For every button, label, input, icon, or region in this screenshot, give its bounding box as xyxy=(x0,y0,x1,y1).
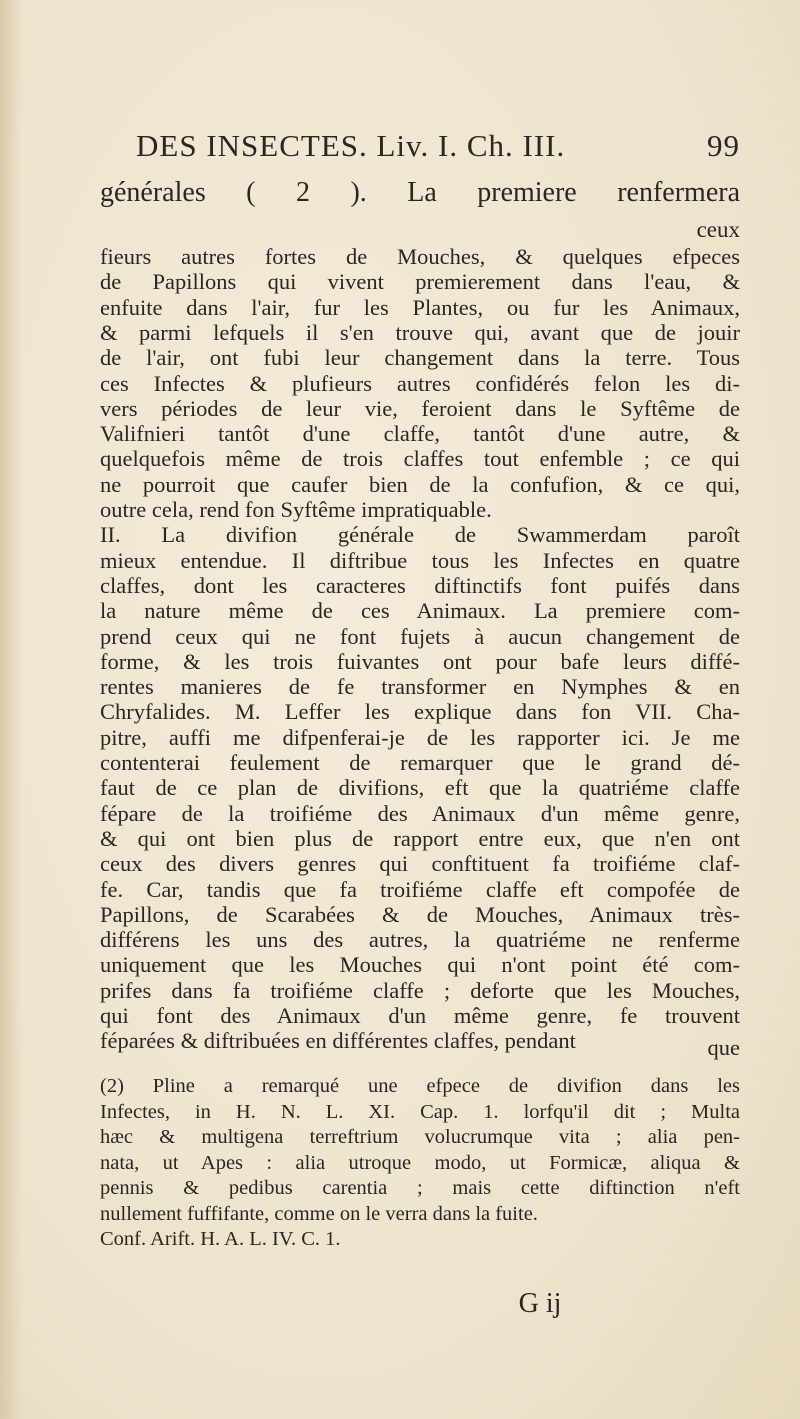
text-line: fieurs autres fortes de Mouches, & quelques efpeces xyxy=(100,244,740,269)
text-line: pitre, auffi me difpenferai-je de les rapporter ici. Je me xyxy=(100,724,740,750)
text-line: mieux entendue. Il diftribue tous les Infectes en quatre xyxy=(100,547,740,573)
text-line: forme, & les trois fuivantes ont pour bafe leurs diffé- xyxy=(100,648,740,674)
running-header xyxy=(100,128,740,164)
text-line: prifes dans fa troifiéme claffe ; deforte que les Mouches, xyxy=(100,977,740,1003)
text-line: rentes manieres de fe transformer en Nymphes & en xyxy=(100,674,740,700)
text-line: ceux des divers genres qui conftituent fa troifiéme claf- xyxy=(100,851,740,877)
text-line: outre cela, rend fon Syftême impratiquable. xyxy=(100,497,492,522)
signature-mark: G ij xyxy=(518,1288,562,1319)
text-line: fépare de la troifiéme des Animaux d'un même genre, xyxy=(100,800,740,826)
text-line: enfuite dans l'air, fur les Plantes, ou fur les Animaux, xyxy=(100,294,740,320)
text-line: de l'air, ont fubi leur changement dans la terre. Tous xyxy=(100,345,740,371)
text-line: & qui ont bien plus de rapport entre eux, que n'en ont xyxy=(100,825,740,851)
first-text-line: générales ( 2 ). La premiere renfermera xyxy=(100,177,740,208)
text-line: faut de ce plan de divifions, eft que la quatriéme claffe xyxy=(100,775,740,801)
footnote-line: nata, ut Apes : alia utroque modo, ut Formicæ, aliqua & xyxy=(100,1151,740,1174)
text-line: qui font des Animaux d'un même genre, fe trouvent xyxy=(100,1003,740,1028)
text-line: la nature même de ces Animaux. La premiere com- xyxy=(100,598,740,624)
text-line: de Papillons qui vivent premierement dans l'eau, & xyxy=(100,269,740,295)
text-line: vers périodes de leur vie, feroient dans le Syftême de xyxy=(100,395,740,421)
footnote-line: Conf. Arift. H. A. L. IV. C. 1. xyxy=(100,1228,341,1250)
text-line: uniquement que les Mouches qui n'ont point été com- xyxy=(100,952,740,978)
bottom-catchword: que xyxy=(707,1035,740,1060)
text-line: claffes, dont les caracteres diftinctifs font puifés dans xyxy=(100,572,740,598)
page-gutter-shadow xyxy=(0,0,22,1419)
footnote-line: nullement fuffifante, comme on le verra dans la fuite. xyxy=(100,1202,538,1225)
footnote-line: (2) Pline a remarqué une efpece de divifion dans les xyxy=(100,1075,740,1097)
footnote-line: Infectes, in H. N. L. XI. Cap. 1. lorfqu'il dit ; Multa xyxy=(100,1100,740,1123)
footnote-line: hæc & multigena terreftrium volucrumque vita ; alia pen- xyxy=(100,1126,740,1148)
text-line: ne pourroit que caufer bien de la confufion, & ce qui, xyxy=(100,471,740,497)
text-line: Valifnieri tantôt d'une claffe, tantôt d'une autre, & xyxy=(100,421,740,447)
text-line: & parmi lefquels il s'en trouve qui, avant que de jouir xyxy=(100,319,740,345)
text-line: II. La divifion générale de Swammerdam paroît xyxy=(100,522,740,548)
text-line: différens les uns des autres, la quatriéme ne renferme xyxy=(100,927,740,953)
text-line: fe. Car, tandis que fa troifiéme claffe eft compofée de xyxy=(100,876,740,902)
text-line: quelquefois même de trois claffes tout enfemble ; ce qui xyxy=(100,446,740,472)
catchword: ceux xyxy=(696,217,740,242)
text-line: contenterai feulement de remarquer que le grand dé- xyxy=(100,750,740,775)
running-title: DES INSECTES. Liv. I. Ch. III. xyxy=(136,128,566,163)
text-line: ces Infectes & plufieurs autres confidérés felon les di- xyxy=(100,370,740,396)
text-line: prend ceux qui ne font fujets à aucun changement de xyxy=(100,623,740,649)
footnote-line: pennis & pedibus carentia ; mais cette diftinction n'eft xyxy=(100,1177,740,1199)
page-number: 99 xyxy=(707,128,740,163)
text-line: Papillons, de Scarabées & de Mouches, Animaux très- xyxy=(100,901,740,927)
text-line: Chryfalides. M. Leffer les explique dans fon VII. Cha- xyxy=(100,699,740,725)
text-line: féparées & diftribuées en différentes claffes, pendant xyxy=(100,1028,576,1054)
